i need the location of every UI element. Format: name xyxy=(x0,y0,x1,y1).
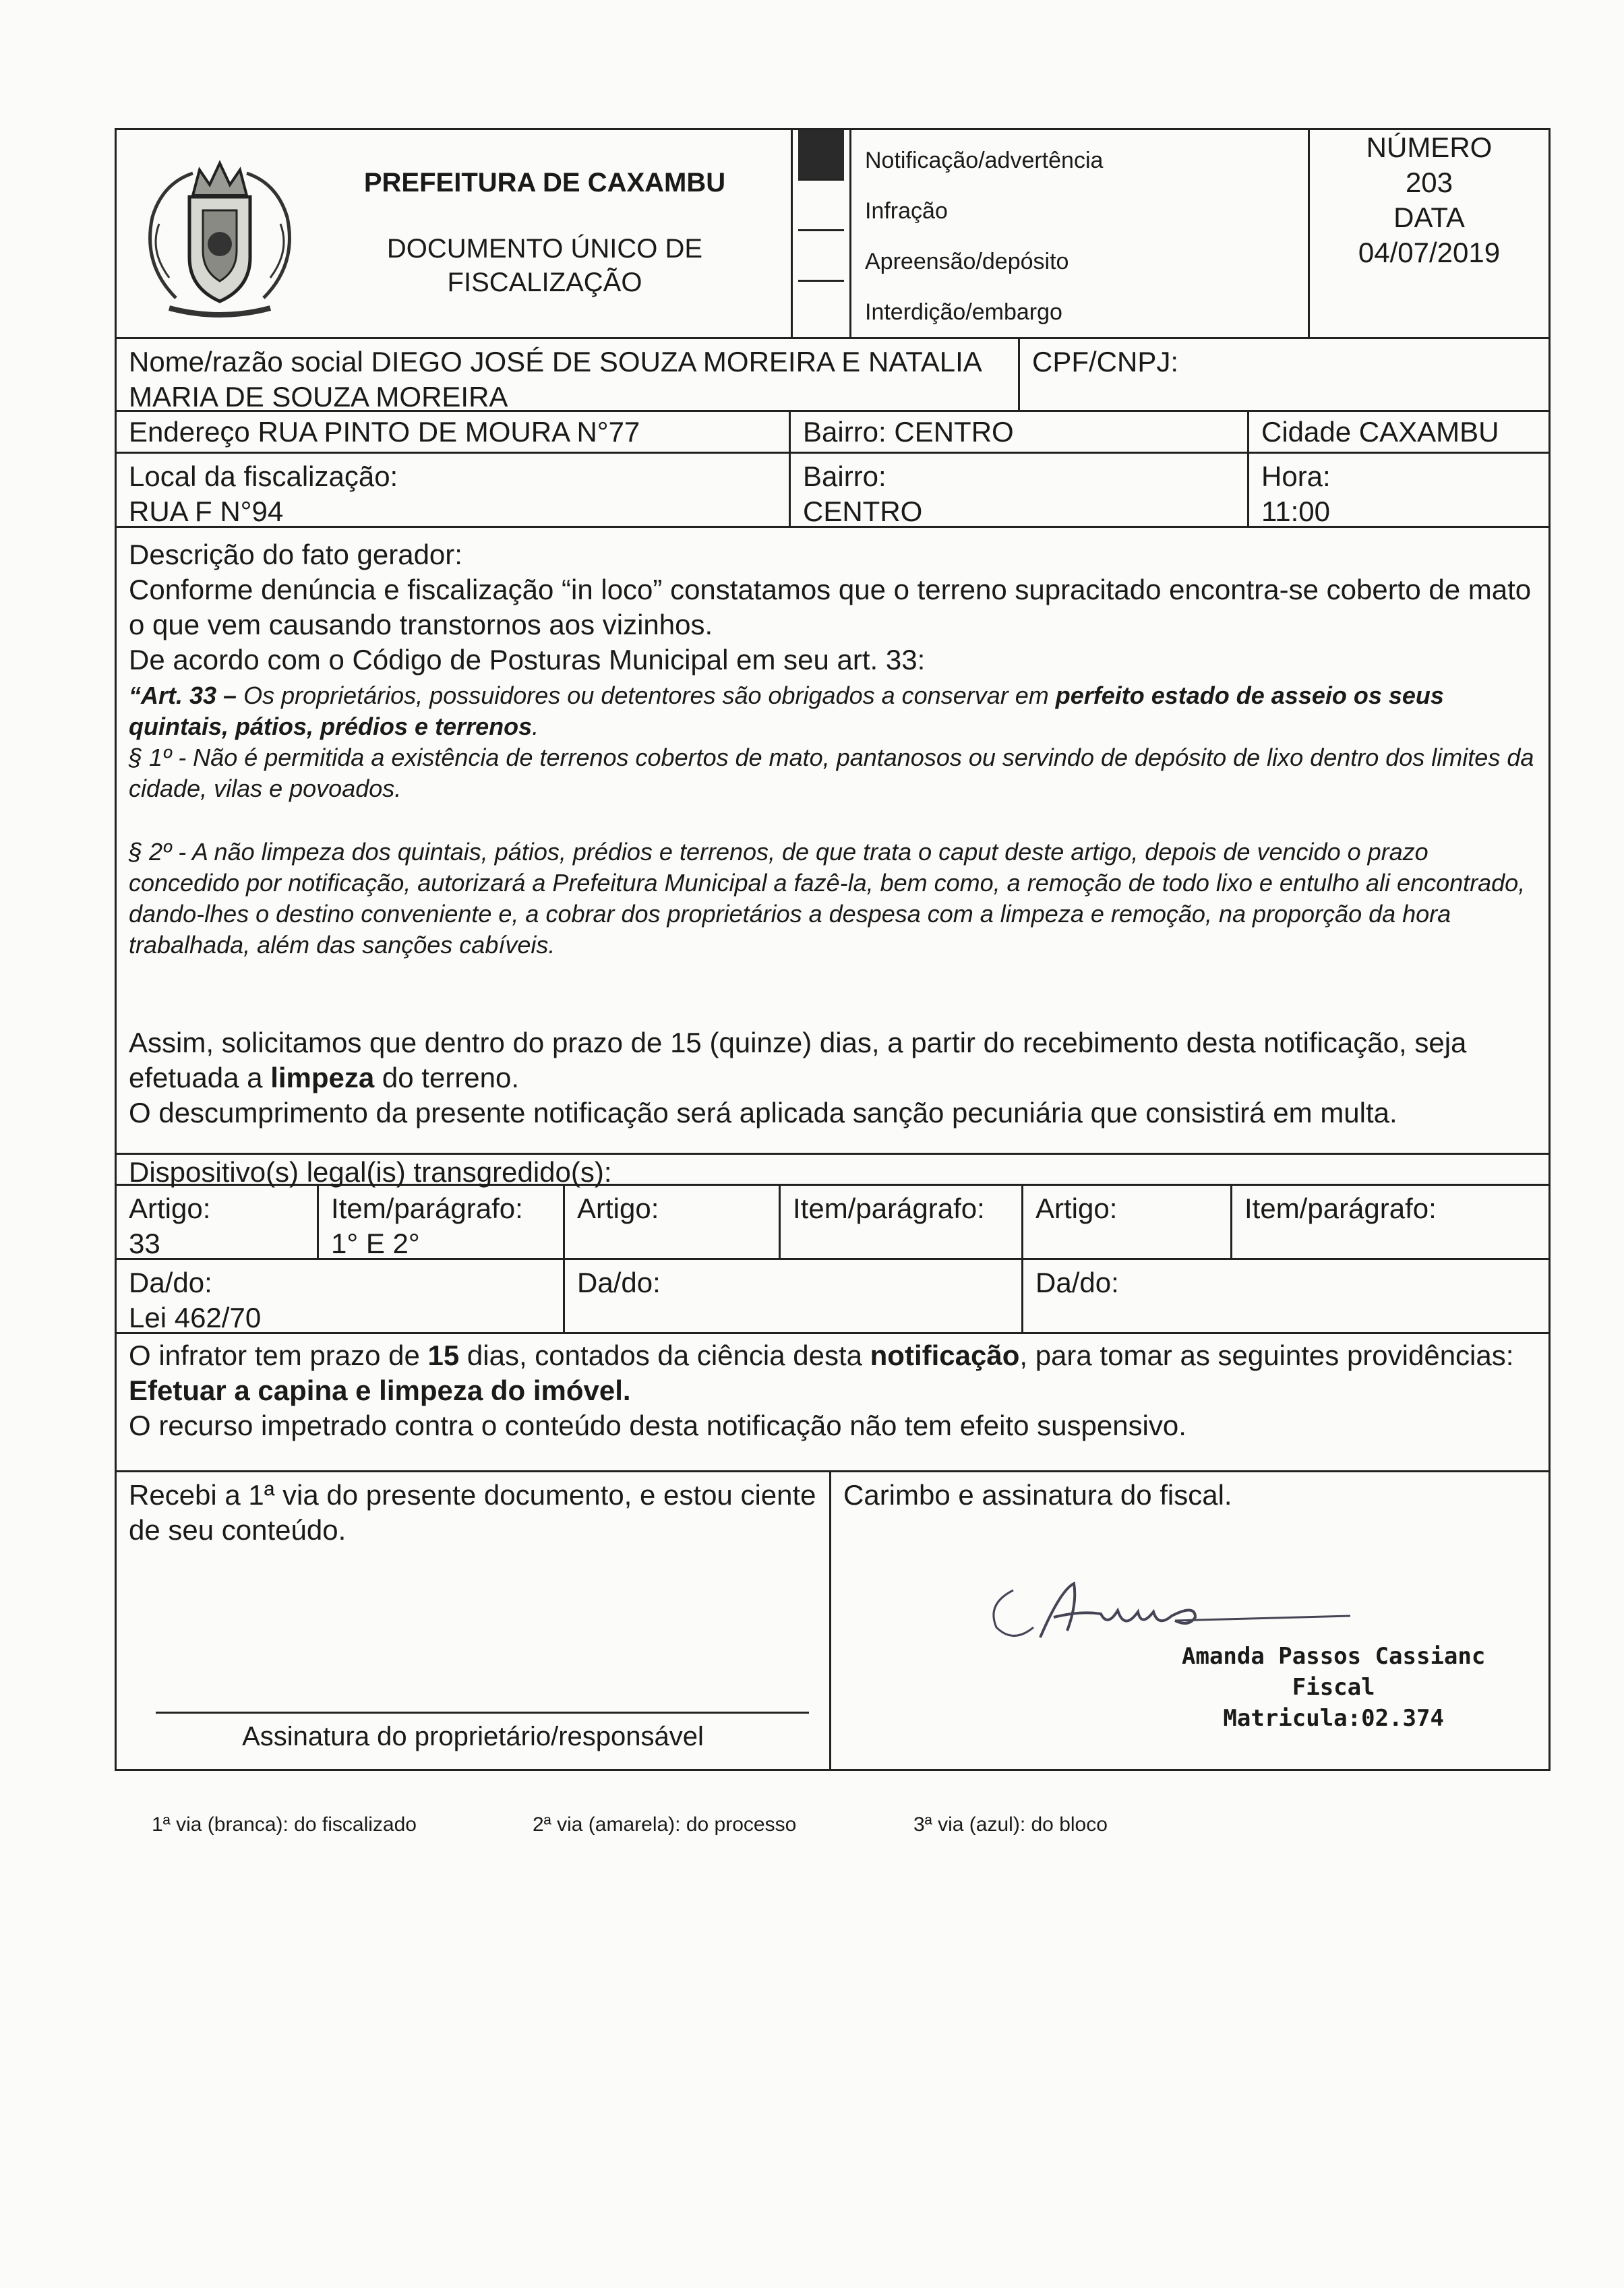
law-value: Lei 462/70 xyxy=(129,1302,262,1333)
cpf-cell xyxy=(1020,339,1548,410)
location-label: Local da fiscalização: xyxy=(129,460,398,492)
coat-of-arms-icon xyxy=(129,143,311,325)
description-row xyxy=(117,528,1548,1155)
numero-value: 203 xyxy=(1405,167,1453,198)
description-label: Descrição do fato gerador: xyxy=(129,539,462,570)
penalty-text: O descumprimento da presente notificação será aplicada sanção pecuniária que consistirá em multa. xyxy=(129,1097,1397,1128)
hour-cell xyxy=(1249,454,1548,526)
type-label: Interdição/embargo xyxy=(865,299,1062,325)
city-label: Cidade xyxy=(1261,416,1352,448)
owner-signature-label: Assinatura do proprietário/responsável xyxy=(242,1722,704,1751)
checkbox-infracao[interactable] xyxy=(798,181,844,231)
item-cell-1: Item/parágrafo: 1° E 2° xyxy=(319,1186,565,1258)
type-checkboxes xyxy=(791,130,851,337)
owner-signature-cell xyxy=(117,1472,831,1769)
bairro-cell xyxy=(791,412,1249,452)
address-value: RUA PINTO DE MOURA N°77 xyxy=(258,416,640,448)
city-cell xyxy=(1249,412,1548,452)
request-text: Assim, solicitamos que dentro do prazo de 15 (quinze) dias, a partir do recebimento desta notificação, seja efetuada a limpeza do terreno. xyxy=(129,1027,1467,1093)
location-row xyxy=(117,454,1548,528)
bairro2-value: CENTRO xyxy=(803,495,923,527)
action-text: Efetuar a capina e limpeza do imóvel. xyxy=(129,1375,631,1406)
address-row xyxy=(117,412,1548,454)
receipt-text: Recebi a 1ª via do presente documento, e estou ciente de seu conteúdo. xyxy=(129,1479,816,1546)
checkbox-apreensao[interactable] xyxy=(798,231,844,282)
artigo-cell-3: Artigo: xyxy=(1023,1186,1232,1258)
hour-label: Hora: xyxy=(1261,460,1331,492)
bairro2-cell xyxy=(791,454,1249,526)
description-p1: Conforme denúncia e fiscalização “in loco” constatamos que o terreno supracitado encontra-se coberto de mato o que vem causando transtornos aos vizinhos. xyxy=(129,574,1532,640)
measures-cell xyxy=(117,1334,1548,1470)
artigo-value: 33 xyxy=(129,1228,160,1259)
item-cell-2: Item/parágrafo: xyxy=(781,1186,1023,1258)
measures-row xyxy=(117,1334,1548,1472)
artigo-cell-1: Artigo: 33 xyxy=(117,1186,319,1258)
copy-note-2: 2ª via (amarela): do processo xyxy=(533,1813,797,1836)
inspector-signature-cell xyxy=(831,1472,1548,1769)
hour-value: 11:00 xyxy=(1261,495,1330,527)
name-row xyxy=(117,339,1548,412)
dado-cell-1: Da/do: Lei 462/70 xyxy=(117,1260,565,1332)
legal-header-row xyxy=(117,1155,1548,1186)
name-label: Nome/razão social xyxy=(129,346,363,378)
document-title: DOCUMENTO ÚNICO DE FISCALIZAÇÃO xyxy=(386,234,703,297)
deadline-text: O infrator tem prazo de 15 dias, contados da ciência desta notificação, para tomar as seguintes providências: xyxy=(129,1339,1514,1371)
paragraph-2: § 2º - A não limpeza dos quintais, pátios, prédios e terrenos, de que trata o caput deste artigo, depois de vencido o prazo concedido por notificação, autorizará a Prefeitura Municipal a fazê-la, bem como, a remoção de todo lixo e entulho ali encontrado, dando-lhes o destino conveniente e, a cobrar dos proprietários a despesa com a limpeza e remoção, na proporção da hora trabalhada, além das sanções cabíveis. xyxy=(129,838,1526,959)
type-label: Apreensão/depósito xyxy=(865,249,1069,274)
article-33: “Art. 33 – Os proprietários, possuidores ou detentores são obrigados a conservar em perfeito estado de asseio os seus quintais, pátios, prédios e terrenos. xyxy=(129,682,1444,740)
signature-line xyxy=(156,1712,809,1714)
bairro-value: CENTRO xyxy=(894,416,1014,448)
fiscalization-form xyxy=(115,128,1551,1771)
inspector-label: Carimbo e assinatura do fiscal. xyxy=(843,1479,1232,1511)
numero-label: NÚMERO xyxy=(1366,131,1493,163)
location-value: RUA F N°94 xyxy=(129,495,284,527)
copy-note-3: 3ª via (azul): do bloco xyxy=(913,1813,1108,1836)
bairro2-label: Bairro: xyxy=(803,460,886,492)
type-labels xyxy=(851,130,1310,337)
inspector-stamp xyxy=(1182,1641,1485,1734)
legal-law-row xyxy=(117,1260,1548,1334)
name-cell xyxy=(117,339,1020,413)
data-value: 04/07/2019 xyxy=(1358,237,1501,268)
name-value: DIEGO JOSÉ DE SOUZA MOREIRA E NATALIA MARIA DE SOUZA MOREIRA xyxy=(129,346,981,413)
address-label: Endereço xyxy=(129,416,250,448)
prefeitura-title: PREFEITURA DE CAXAMBU xyxy=(363,168,726,198)
item-cell-3: Item/parágrafo: xyxy=(1244,1193,1437,1224)
legal-label: Dispositivo(s) legal(is) transgredido(s): xyxy=(129,1156,612,1188)
copy-note-1: 1ª via (branca): do fiscalizado xyxy=(152,1813,417,1836)
bairro-label: Bairro: xyxy=(803,416,886,448)
city-value: CAXAMBU xyxy=(1358,416,1499,448)
form-header xyxy=(117,130,1548,339)
number-date-cell xyxy=(1310,130,1548,337)
legal-articles-row xyxy=(117,1186,1548,1260)
type-label: Infração xyxy=(865,198,948,224)
description-cell xyxy=(117,528,1548,1153)
item-value: 1° E 2° xyxy=(331,1228,420,1259)
header-title-cell xyxy=(117,130,791,337)
appeal-text: O recurso impetrado contra o conteúdo desta notificação não tem efeito suspensivo. xyxy=(129,1410,1186,1441)
description-p2: De acordo com o Código de Posturas Municipal em seu art. 33: xyxy=(129,644,926,675)
address-cell xyxy=(117,412,791,452)
paragraph-1: § 1º - Não é permitida a existência de terrenos cobertos de mato, pantanosos ou servindo de depósito de lixo dentro dos limites da cidade, vilas e povoados. xyxy=(129,744,1534,802)
dado-cell-3: Da/do: xyxy=(1035,1267,1119,1298)
artigo-cell-2: Artigo: xyxy=(565,1186,781,1258)
cpf-label: CPF/CNPJ: xyxy=(1032,346,1179,378)
signature-row xyxy=(117,1472,1548,1769)
data-label: DATA xyxy=(1393,202,1465,233)
inspector-role: Fiscal xyxy=(1292,1674,1375,1701)
dado-cell-2: Da/do: xyxy=(565,1260,1023,1332)
checkbox-interdicao[interactable] xyxy=(798,282,844,332)
type-label: Notificação/advertência xyxy=(865,148,1104,173)
checkbox-notificacao[interactable] xyxy=(798,130,844,181)
inspector-name: Amanda Passos Cassianc xyxy=(1182,1643,1486,1670)
location-cell xyxy=(117,454,791,526)
inspector-registration: Matricula:02.374 xyxy=(1223,1705,1444,1732)
